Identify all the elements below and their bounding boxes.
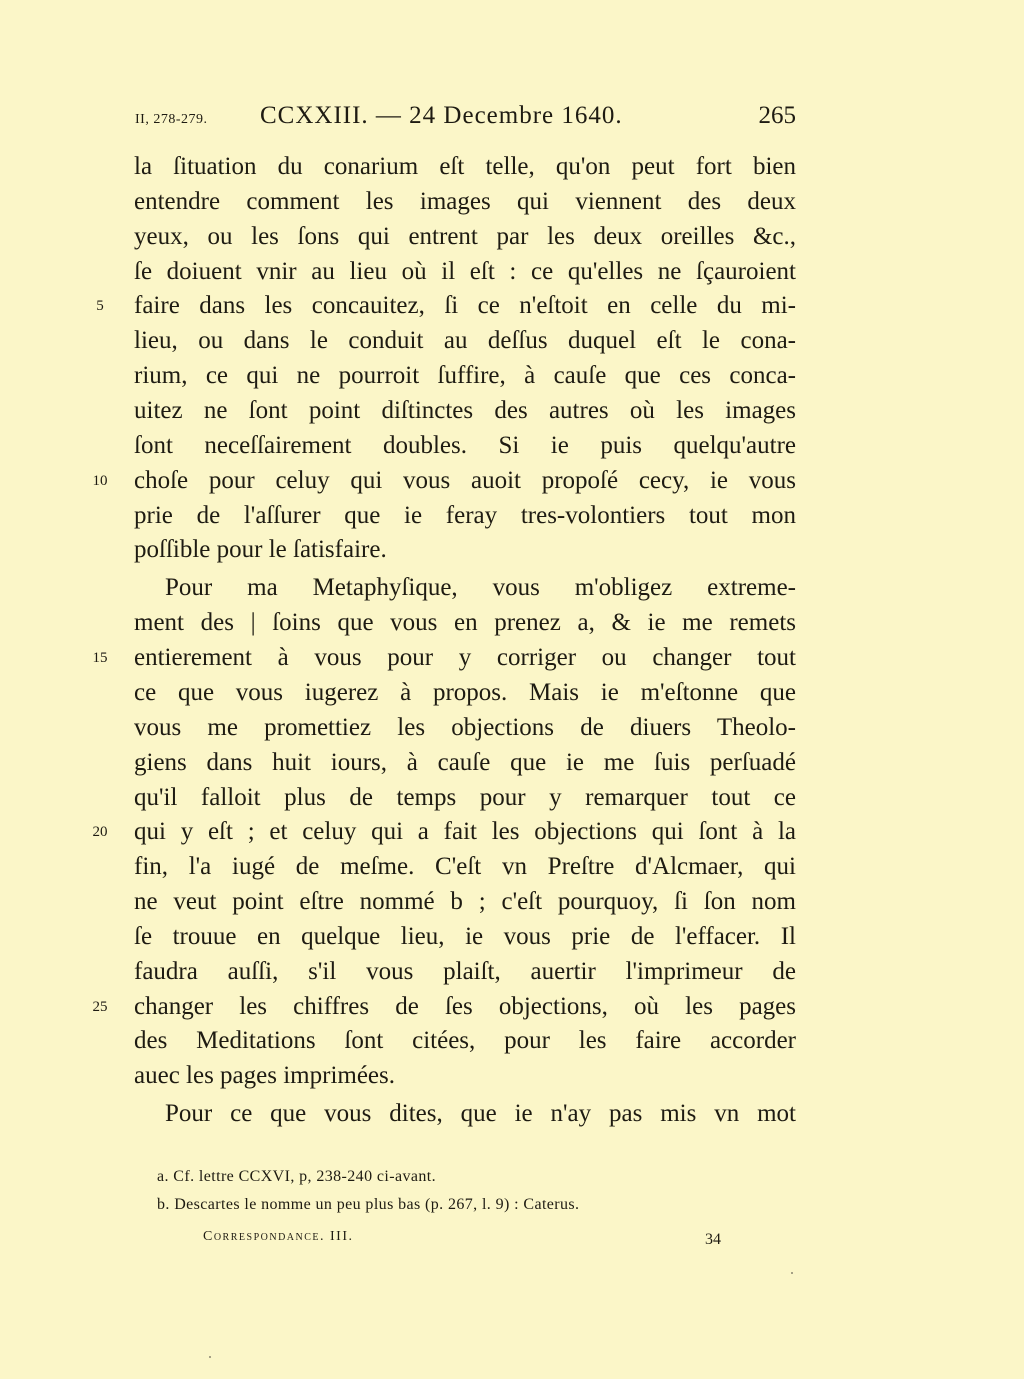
text-line: Pour ce que vous dites, que ie n'ay pas mis vn mot xyxy=(165,1100,796,1127)
text-line: qui y eſt ; et celuy qui a fait les objections qui ſont à la xyxy=(134,818,796,845)
text-line: Pour ma Metaphyſique, vous m'obligez extreme- xyxy=(165,574,796,601)
text-line: changer les chiffres de ſes objections, où les pages xyxy=(134,993,796,1020)
running-header xyxy=(135,102,796,138)
text-line: choſe pour celuy qui vous auoit propoſé cecy, ie vous xyxy=(134,467,796,494)
text-line: vous me promettiez les objections de diuers Theolo- xyxy=(134,714,796,741)
gathering-signature: 34 xyxy=(705,1231,721,1248)
volume-signature: Correspondance. III. xyxy=(203,1229,354,1244)
text-line: uitez ne ſont point diſtinctes des autres où les images xyxy=(134,397,796,424)
text-line: prie de l'aſſurer que ie feray tres-volontiers tout mon xyxy=(134,502,796,529)
header-reference: II, 278-279. xyxy=(135,112,208,127)
text-line: ne veut point eſtre nommé b ; c'eſt pourquoy, ſi ſon nom xyxy=(134,888,796,915)
text-line: qu'il falloit plus de temps pour y remarquer tout ce xyxy=(134,784,796,811)
text-line: giens dans huit iours, à cauſe que ie me ſuis perſuadé xyxy=(134,749,796,776)
text-line: ſe trouue en quelque lieu, ie vous prie de l'effacer. Il xyxy=(134,923,796,950)
text-line: lieu, ou dans le conduit au deſſus duquel eſt le cona- xyxy=(134,327,796,354)
footnote-a: a. Cf. lettre CCXVI, p, 238-240 ci-avant. xyxy=(157,1168,437,1185)
line-number: 25 xyxy=(92,999,108,1015)
page-number: 265 xyxy=(758,102,796,129)
text-line: faudra auſſi, s'il vous plaiſt, auertir l'imprimeur de xyxy=(134,958,796,985)
paper-speck xyxy=(791,1272,793,1274)
text-line: auec les pages imprimées. xyxy=(134,1062,396,1089)
header-title: CCXXIII. — 24 Decembre 1640. xyxy=(260,102,623,129)
text-line: la ſituation du conarium eſt telle, qu'on peut fort bien xyxy=(134,153,796,180)
text-line: faire dans les concauitez, ſi ce n'eſtoit en celle du mi- xyxy=(134,292,796,319)
text-line: ce que vous iugerez à propos. Mais ie m'eſtonne que xyxy=(134,679,796,706)
text-line: ment des | ſoins que vous en prenez a, & ie me remets xyxy=(134,609,796,636)
text-line: rium, ce qui ne pourroit ſuffire, à cauſe que ces conca- xyxy=(134,362,796,389)
text-line: ſont neceſſairement doubles. Si ie puis quelqu'autre xyxy=(134,432,796,459)
text-line: fin, l'a iugé de meſme. C'eſt vn Preſtre d'Alcmaer, qui xyxy=(134,853,796,880)
text-line: des Meditations ſont citées, pour les faire accorder xyxy=(134,1027,796,1054)
line-number: 20 xyxy=(92,824,108,840)
line-number: 5 xyxy=(96,298,104,314)
text-line: yeux, ou les ſons qui entrent par les deux oreilles &c., xyxy=(134,223,796,250)
text-line: poſſible pour le ſatisfaire. xyxy=(134,536,387,563)
paper-speck xyxy=(209,1356,211,1358)
footnote-b: b. Descartes le nomme un peu plus bas (p. 267, l. 9) : Caterus. xyxy=(157,1196,580,1213)
line-number: 10 xyxy=(92,473,108,489)
text-line: entendre comment les images qui viennent des deux xyxy=(134,188,796,215)
line-number: 15 xyxy=(92,650,108,666)
text-line: ſe doiuent vnir au lieu où il eſt : ce qu'elles ne ſçauroient xyxy=(134,258,796,285)
text-line: entierement à vous pour y corriger ou changer tout xyxy=(134,644,796,671)
